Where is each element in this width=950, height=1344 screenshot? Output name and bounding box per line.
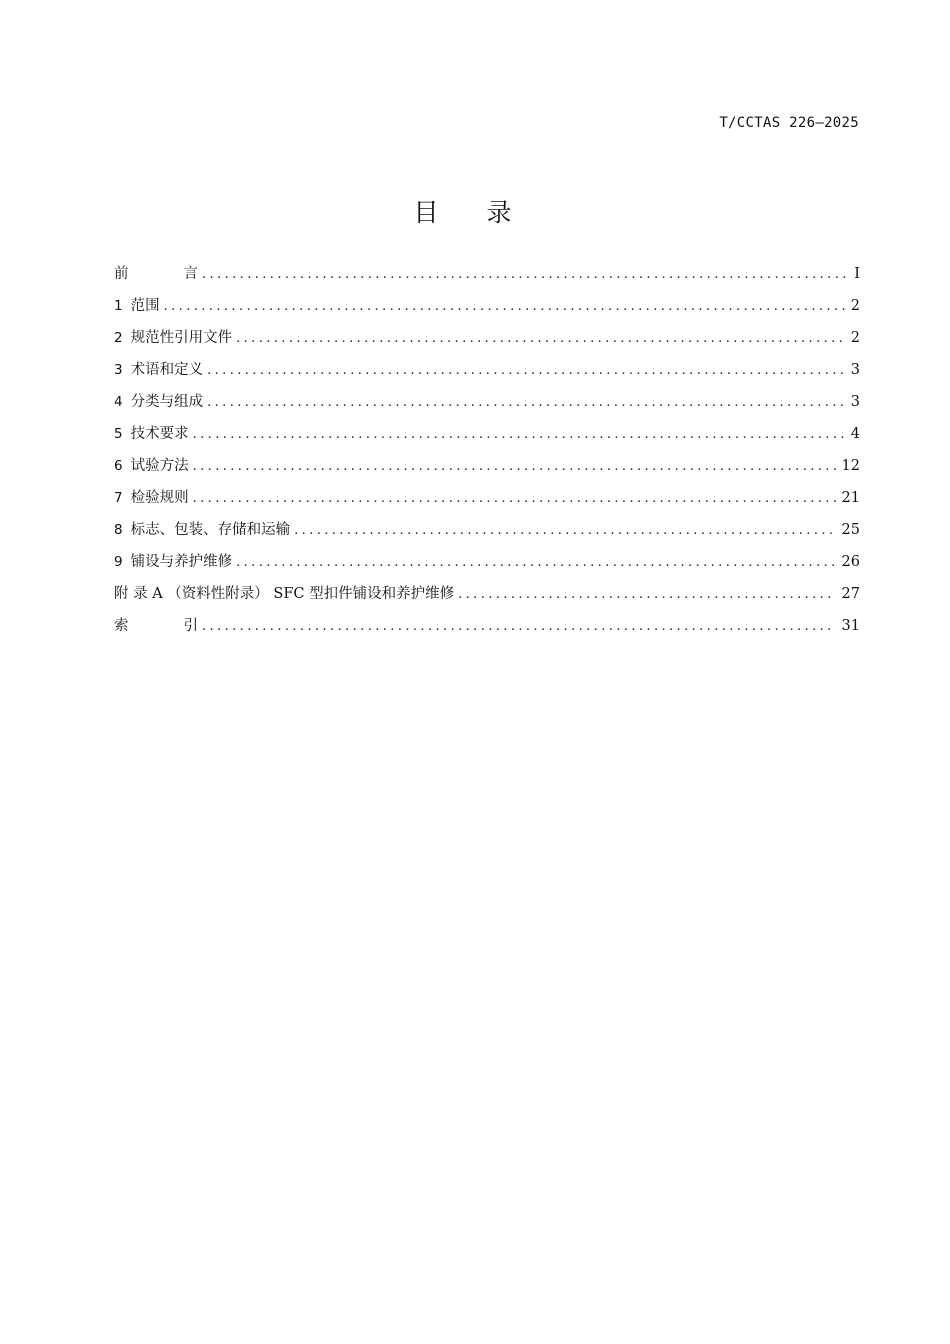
- toc-entry-label: 4 分类与组成: [114, 394, 204, 410]
- toc-leader-dots: [236, 329, 845, 349]
- toc-entry-label: 5 技术要求: [114, 426, 189, 442]
- toc-entry-installation-maintenance[interactable]: [114, 552, 860, 584]
- toc-title: [0, 193, 925, 229]
- toc-entry-number: 3: [114, 362, 123, 378]
- toc-entry-page: 2: [850, 298, 860, 314]
- toc-entry-number: 7: [114, 490, 123, 506]
- toc-leader-dots: [164, 297, 845, 317]
- document-code: T/CCTAS 226—2025: [719, 115, 859, 131]
- toc-entry-page: 21: [841, 490, 860, 506]
- toc-leader-dots: [458, 585, 835, 605]
- toc-entry-test-methods[interactable]: [114, 456, 860, 488]
- toc-entry-number: 8: [114, 522, 123, 538]
- toc-entry-page: 31: [841, 618, 860, 634]
- toc-entry-marking-packaging[interactable]: [114, 520, 860, 552]
- toc-entry-label: 6 试验方法: [114, 458, 189, 474]
- toc-entry-classification[interactable]: [114, 392, 860, 424]
- toc-entry-technical-requirements[interactable]: [114, 424, 860, 456]
- toc-entry-foreword[interactable]: [114, 264, 860, 296]
- toc-entry-label: 8 标志、包装、存储和运输: [114, 522, 291, 538]
- toc-entry-appendix-a[interactable]: [114, 584, 860, 616]
- toc-entry-number: 9: [114, 554, 123, 570]
- toc-leader-dots: [207, 361, 845, 381]
- toc-entry-number: 1: [114, 298, 123, 314]
- toc-entry-label: 7 检验规则: [114, 490, 189, 506]
- toc-leader-dots: [193, 457, 836, 477]
- toc-leader-dots: [193, 489, 836, 509]
- toc-entry-page: 3: [850, 394, 860, 410]
- table-of-contents: [114, 264, 860, 648]
- toc-entry-page: 26: [841, 554, 860, 570]
- toc-leader-dots: [193, 425, 845, 445]
- toc-entry-page: 4: [850, 426, 860, 442]
- toc-title-char-2: 录: [486, 198, 560, 227]
- toc-entry-label: 3 术语和定义: [114, 362, 204, 378]
- toc-leader-dots: [202, 265, 848, 285]
- toc-entry-page: 25: [841, 522, 860, 538]
- toc-entry-page: 2: [850, 330, 860, 346]
- toc-entry-label: 9 铺设与养护维修: [114, 554, 233, 570]
- toc-entry-label: 索 引: [114, 618, 198, 634]
- toc-entry-label: 前 言: [114, 266, 198, 282]
- toc-entry-number: 4: [114, 394, 123, 410]
- toc-entry-page: 27: [841, 586, 860, 602]
- toc-entry-normative-references[interactable]: [114, 328, 860, 360]
- toc-entry-label: 1 范围: [114, 298, 160, 314]
- toc-entry-index[interactable]: [114, 616, 860, 648]
- toc-entry-number: 6: [114, 458, 123, 474]
- toc-entry-label: 附 录 A （资料性附录） SFC 型扣件铺设和养护维修: [114, 586, 455, 602]
- toc-entry-label: 2 规范性引用文件: [114, 330, 233, 346]
- toc-title-char-1: 目: [413, 198, 487, 227]
- toc-leader-dots: [294, 521, 835, 541]
- toc-leader-dots: [236, 553, 835, 573]
- toc-entry-page: I: [854, 266, 860, 282]
- toc-leader-dots: [202, 617, 836, 637]
- toc-entry-number: 5: [114, 426, 123, 442]
- toc-entry-inspection-rules[interactable]: [114, 488, 860, 520]
- toc-entry-number: 2: [114, 330, 123, 346]
- toc-leader-dots: [207, 393, 845, 413]
- toc-entry-scope[interactable]: [114, 296, 860, 328]
- toc-entry-terms[interactable]: [114, 360, 860, 392]
- toc-entry-page: 3: [850, 362, 860, 378]
- toc-entry-page: 12: [841, 458, 860, 474]
